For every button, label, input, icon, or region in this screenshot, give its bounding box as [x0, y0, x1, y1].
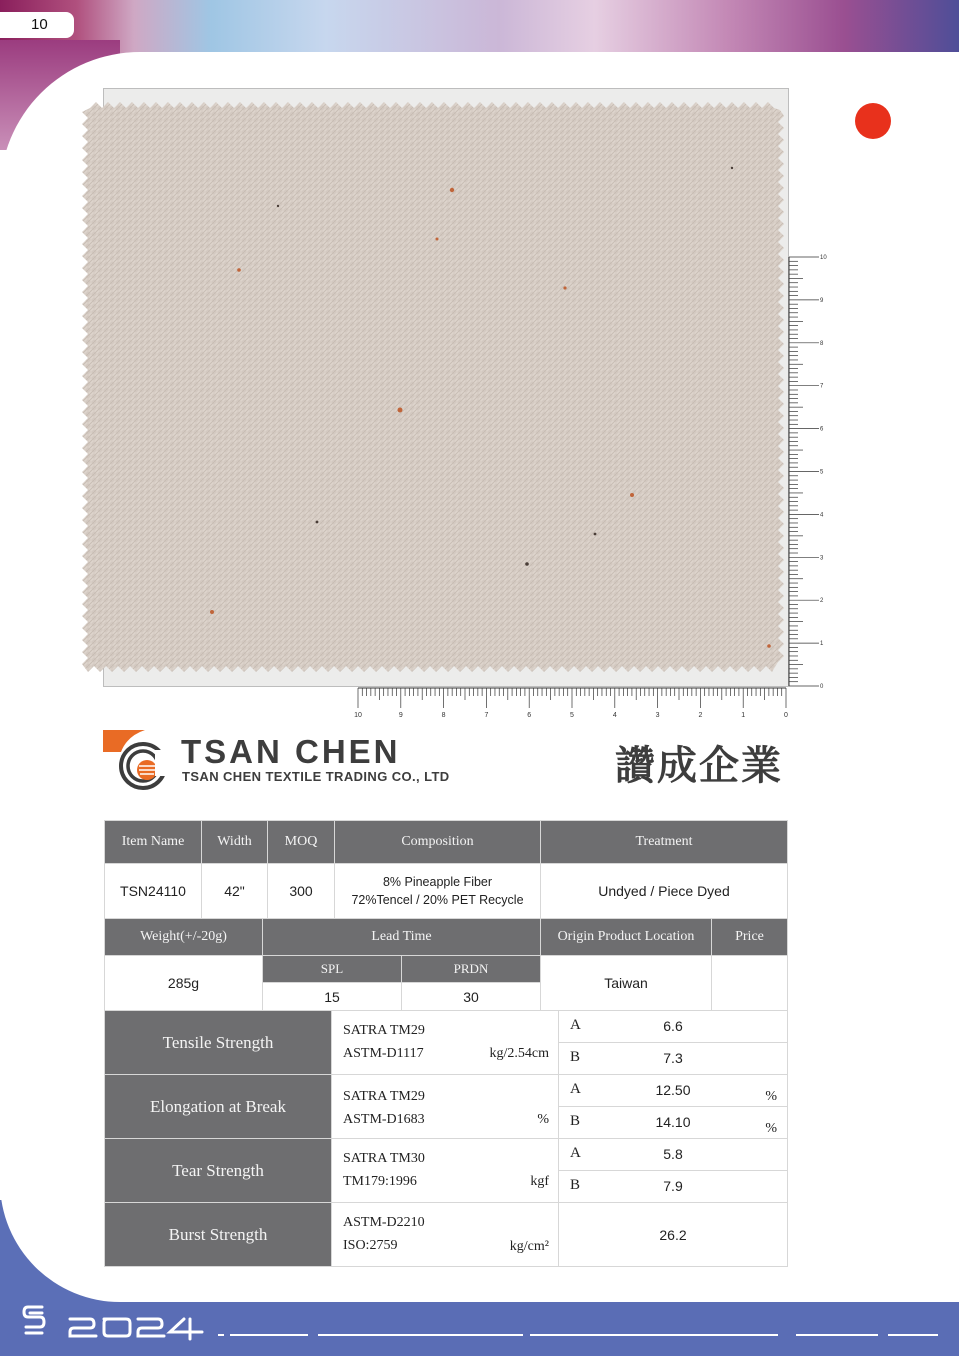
ruler-v-label: 2 — [820, 598, 824, 605]
ruler-h-label: 8 — [441, 712, 446, 719]
ruler-h-label: 10 — [354, 712, 362, 719]
result-b-label: B — [570, 1113, 581, 1129]
vertical-ruler — [786, 250, 826, 690]
result-b-value: 7.9 — [663, 1178, 683, 1194]
header-lead-time: Lead Time — [263, 919, 541, 956]
ruler-v-label: 4 — [820, 512, 824, 519]
origin-value: Taiwan — [541, 956, 712, 1011]
method-line-2: ISO:2759 — [343, 1238, 398, 1253]
brand-name: TSAN CHEN — [181, 733, 401, 770]
method-line-2: ASTM-D1117 — [343, 1046, 424, 1061]
ruler-h-label: 5 — [570, 712, 574, 719]
ruler-h-label: 3 — [655, 712, 660, 719]
header-gradient-band — [0, 0, 959, 58]
method-line-1: SATRA TM30 — [343, 1151, 425, 1166]
header-price: Price — [712, 919, 788, 956]
ruler-v-label: 6 — [820, 426, 824, 433]
header-composition: Composition — [335, 821, 541, 864]
result-value: 26.2 — [559, 1203, 788, 1267]
result-b — [559, 1171, 788, 1203]
result-b — [559, 1107, 788, 1139]
ruler-h-label: 6 — [527, 712, 532, 719]
prdn-value: 30 — [402, 983, 541, 1011]
method-unit: kgf — [530, 1174, 549, 1189]
treatment-value: Undyed / Piece Dyed — [541, 864, 788, 919]
spec-table-logistics — [104, 918, 788, 1011]
ruler-v-label: 3 — [820, 555, 824, 562]
property-name: Tensile Strength — [105, 1011, 332, 1075]
color-indicator-dot — [855, 103, 891, 139]
footer-dash-lines — [218, 1333, 959, 1337]
method-line-1: ASTM-D2210 — [343, 1215, 425, 1230]
ruler-h-label: 9 — [398, 712, 403, 719]
result-a-label: A — [570, 1145, 581, 1161]
ruler-h-label: 0 — [784, 712, 788, 719]
result-a-value: 6.6 — [663, 1018, 683, 1034]
property-method — [332, 1139, 559, 1203]
header-prdn: PRDN — [402, 956, 541, 983]
result-b-value: 7.3 — [663, 1050, 683, 1066]
fabric-swatch-image — [82, 102, 784, 672]
brand-subtitle: TSAN CHEN TEXTILE TRADING CO., LTD — [182, 769, 450, 784]
header-origin: Origin Product Location — [541, 919, 712, 956]
page-number: 10 — [31, 16, 48, 33]
ruler-h-label: 1 — [741, 712, 746, 719]
result-a — [559, 1011, 788, 1043]
ruler-v-label: 7 — [820, 383, 824, 390]
properties-table — [104, 1010, 788, 1267]
method-line-1: SATRA TM29 — [343, 1089, 425, 1104]
ruler-v-label: 0 — [820, 684, 824, 690]
result-a — [559, 1075, 788, 1107]
header-treatment: Treatment — [541, 821, 788, 864]
spl-value: 15 — [263, 983, 402, 1011]
header-item-name: Item Name — [105, 821, 202, 864]
ruler-v-label: 1 — [820, 641, 824, 648]
price-value — [712, 956, 788, 1011]
method-unit: kg/cm² — [509, 1239, 549, 1254]
result-a — [559, 1139, 788, 1171]
method-line-1: SATRA TM29 — [343, 1023, 425, 1038]
header-spl: SPL — [263, 956, 402, 983]
result-a-label: A — [570, 1017, 581, 1033]
brand-chinese-name: 讚成企業 — [615, 744, 783, 788]
year-mark — [22, 1303, 212, 1343]
header-moq: MOQ — [268, 821, 335, 864]
header-weight: Weight(+/-20g) — [105, 919, 263, 956]
ruler-v-label: 10 — [820, 255, 827, 261]
result-b — [559, 1043, 788, 1075]
method-unit: % — [537, 1112, 549, 1127]
header-width: Width — [202, 821, 268, 864]
item-name-value: TSN24110 — [105, 864, 202, 919]
result-b-value: 14.10 — [655, 1114, 691, 1130]
method-unit: kg/2.54cm — [489, 1046, 549, 1061]
property-method — [332, 1011, 559, 1075]
ruler-h-label: 4 — [612, 712, 617, 719]
result-b-label: B — [570, 1049, 581, 1065]
property-method — [332, 1075, 559, 1139]
moq-value: 300 — [268, 864, 335, 919]
horizontal-ruler — [354, 686, 790, 720]
method-line-2: TM179:1996 — [343, 1174, 417, 1189]
result-b-label: B — [570, 1177, 581, 1193]
ruler-h-label: 7 — [484, 712, 489, 719]
result-b-unit: % — [765, 1121, 777, 1136]
ruler-v-label: 8 — [820, 340, 824, 347]
result-a-value: 5.8 — [663, 1146, 683, 1162]
weight-value: 285g — [105, 956, 263, 1011]
ruler-v-label: 9 — [820, 297, 824, 304]
composition-line-1: 8% Pineapple Fiber — [382, 875, 493, 889]
result-a-value: 12.50 — [655, 1082, 691, 1098]
company-logo — [103, 730, 167, 790]
ruler-v-label: 5 — [820, 469, 824, 476]
property-name: Tear Strength — [105, 1139, 332, 1203]
result-a-label: A — [570, 1081, 581, 1097]
property-name: Elongation at Break — [105, 1075, 332, 1139]
spec-table-item — [104, 820, 788, 919]
method-line-2: ASTM-D1683 — [343, 1112, 425, 1127]
property-name: Burst Strength — [105, 1203, 332, 1267]
result-a-unit: % — [765, 1089, 777, 1104]
property-method — [332, 1203, 559, 1267]
composition-line-2: 72%Tencel / 20% PET Recycle — [351, 893, 524, 907]
ruler-h-label: 2 — [698, 712, 703, 719]
width-value: 42" — [202, 864, 268, 919]
composition-value — [335, 864, 541, 919]
